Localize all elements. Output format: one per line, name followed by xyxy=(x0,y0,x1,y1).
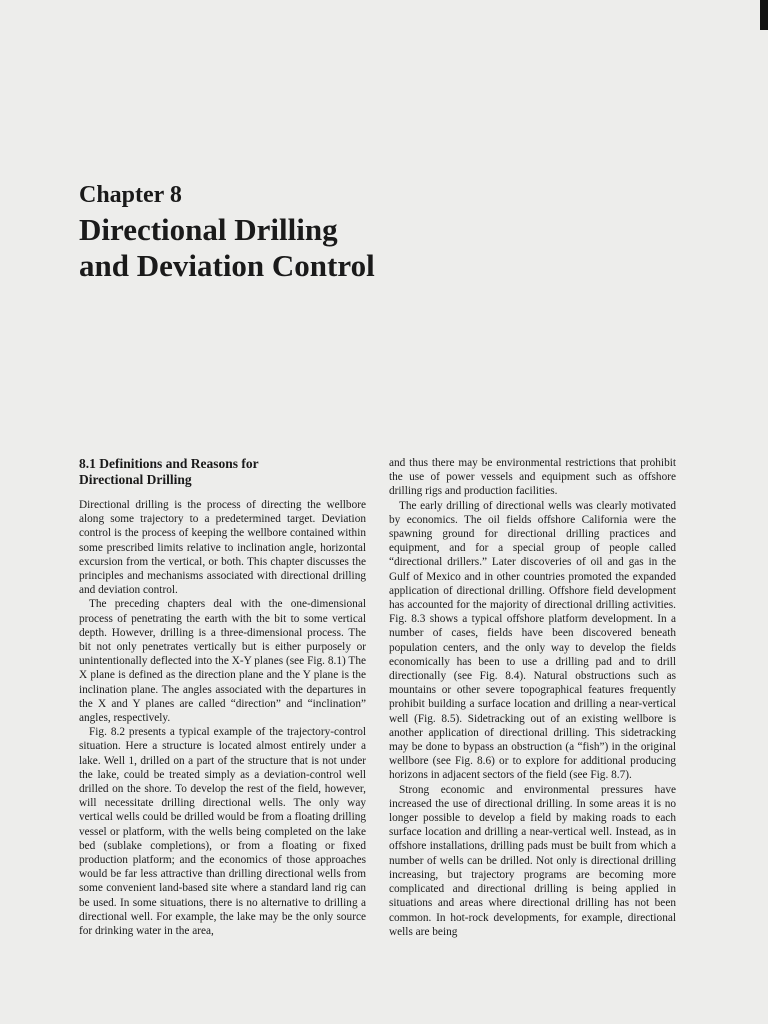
paragraph: Strong economic and environmental pressures have increased the use of directional drilling. In some areas it is no longer possible to develop a field by making roads to each surface location and drilling a near-vertical well. Instead, as in offshore installations, drilling pads must be built from which a number of wells can be drilled. Not only is directional drilling increasing, but trajectory programs are becoming more complicated and directional drilling is being applied in situations and areas where directional drilling has not been common. In hot-rock developments, for example, directional wells are being xyxy=(389,783,676,938)
chapter-title-line-2: and Deviation Control xyxy=(79,248,375,283)
left-column xyxy=(79,456,366,938)
chapter-title xyxy=(79,212,679,284)
section-heading-line-2: Directional Drilling xyxy=(79,472,192,487)
chapter-label: Chapter 8 xyxy=(79,182,182,208)
paragraph: The preceding chapters deal with the one-dimensional process of penetrating the earth with the bit to some vertical depth. However, drilling is a three-dimensional process. The bit not only penetrates vertically but is either purposely or unintentionally deflected into the X-Y planes (see Fig. 8.1) The X plane is defined as the direction plane and the Y plane is the inclination plane. The angles associated with the departures in the X and Y planes are called “direction” and “inclination” angles, respectively. xyxy=(79,598,366,725)
section-heading xyxy=(79,456,366,488)
right-column xyxy=(389,456,676,939)
chapter-title-line-1: Directional Drilling xyxy=(79,212,338,247)
paragraph: Fig. 8.2 presents a typical example of the trajectory-control situation. Here a structure is located almost entirely under a lake. Well 1, drilled on a part of the structure that is not under the lake, could be treated simply as a deviation-control well drilled on the shore. To develop the rest of the field, however, will necessitate drilling directional wells. The only way vertical wells could be drilled would be from a floating drilling vessel or platform, with the wells being completed on the lake bed (sublake completions), or from a floating or fixed production platform; and the economics of those approaches would be far less attractive than drilling directional wells from some convenient land-based site where a standard land rig can be used. In some situations, there is no alternative to drilling a directional well. For example, the lake may be the only source for drinking water in the area, xyxy=(79,726,366,938)
chapter-header xyxy=(79,180,679,284)
section-heading-line-1: 8.1 Definitions and Reasons for xyxy=(79,456,259,471)
paragraph: and thus there may be environmental restrictions that prohibit the use of power vessels and equipment such as offshore drilling rigs and production facilities. xyxy=(389,457,676,498)
paragraph: The early drilling of directional wells was clearly motivated by economics. The oil fields offshore California were the spawning ground for directional drilling practices and equipment, and for a special group of people called “directional drillers.” Later discoveries of oil and gas in the Gulf of Mexico and in other countries promoted the expanded application of directional drilling. Offshore field development has accounted for the majority of directional drilling activities. Fig. 8.3 shows a typical offshore platform development. In a number of cases, fields have been discovered beneath population centers, and the only way to develop the fields economically has been to use a drilling pad and to drill directionally (see Fig. 8.4). Natural obstructions such as mountains or other severe topographical features frequently prohibit building a surface location and drilling a near-vertical well (Fig. 8.5). Sidetracking out of an existing wellbore is another application of directional drilling. This sidetracking may be done to bypass an obstruction (a “fish”) in the original wellbore (see Fig. 8.6) or to explore for additional producing horizons in adjacent sectors of the field (see Fig. 8.7). xyxy=(389,499,676,782)
page-edge-mark xyxy=(760,0,768,30)
paragraph: Directional drilling is the process of directing the wellbore along some trajectory to a predetermined target. Deviation control is the process of keeping the wellbore contained within some prescribed limits relative to inclination angle, horizontal excursion from the vertical, or both. This chapter discusses the principles and mechanisms associated with directional drilling and deviation control. xyxy=(79,499,366,597)
